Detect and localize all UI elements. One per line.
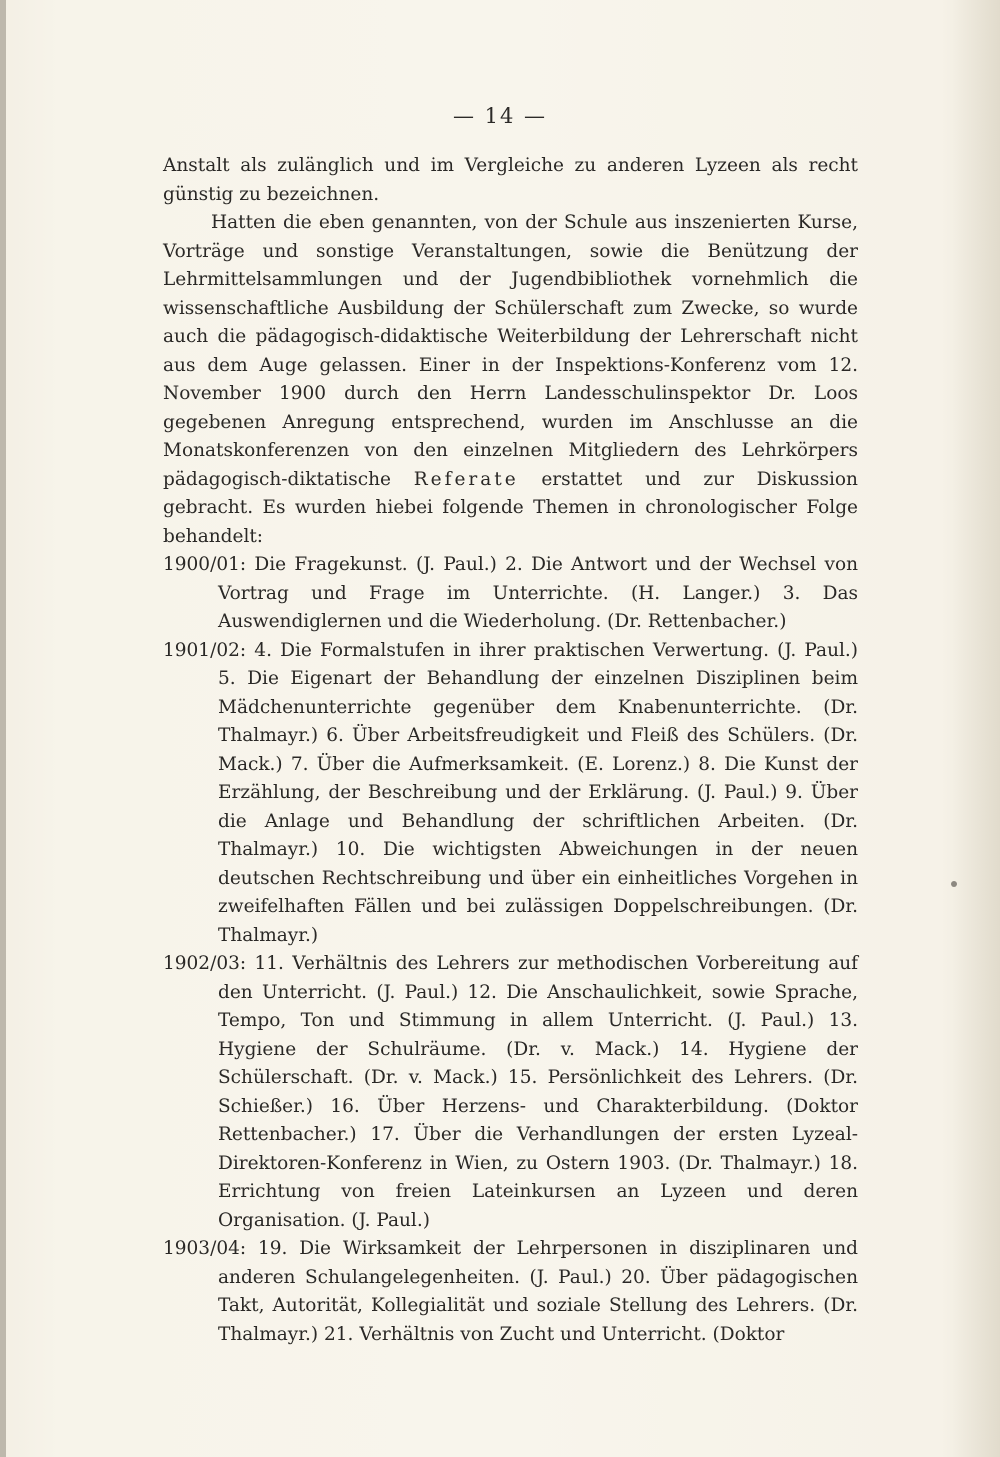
paragraph-lecture-topics-part1: Hatten die eben genannten, von der Schule aus inszenierten Kurse, Vorträge und sonstige Veranstaltungen, sowie die Benützung der Lehrmittelsammlungen und der Jugendbibliothek vornehmlich die wissenschaftliche Ausbildung der Schülerschaft zum Zwecke, so wurde auch die pädagogisch-didaktische Weiterbildung der Lehrerschaft nicht aus dem Auge gelassen. Einer in der Inspektions-Konferenz vom 12. November 1900 durch den Herrn Landesschulinspektor Dr. Loos gegebenen Anregung entsprechend, wurden im Anschlusse an die Monatskonferenzen von den einzelnen Mitgliedern des Lehrkörpers pädagogisch-diktatische: [163, 212, 858, 490]
topic-list-entry: [163, 950, 858, 1235]
page-number: — 14 —: [452, 104, 548, 128]
ink-spot-mark: [951, 881, 957, 887]
page-spine-edge: [0, 0, 6, 1457]
spaced-word-referate: Referate: [413, 468, 519, 490]
paragraph-lecture-topics: [163, 209, 858, 551]
topic-list-entry: [163, 1235, 858, 1349]
body-text: [163, 152, 858, 1349]
school-year-topics: 11. Verhältnis des Lehrers zur methodischen Vorbereitung auf den Unterricht. (J. Paul.) 12. Die Anschaulichkeit, sowie Sprache, Tempo, Ton und Stimmung in allem Unterricht. (J. Paul.) 13. Hygiene der Schulräume. (Dr. v. Mack.) 14. Hygiene der Schülerschaft. (Dr. v. Mack.) 15. Persönlichkeit des Lehrers. (Dr. Schießer.) 16. Über Herzens- und Charakterbildung. (Doktor Rettenbacher.) 17. Über die Verhandlungen der ersten Lyzeal-Direktoren-Konferenz in Wien, zu Ostern 1903. (Dr. Thalmayr.) 18. Errichtung von freien Lateinkursen an Lyzeen und deren Organisation. (J. Paul.): [218, 953, 858, 1231]
paragraph-lecture-topics-part2: erstattet und zur Diskussion gebracht. Es wurden hiebei folgende Themen in chronologischer Folge behandelt:: [163, 468, 858, 547]
school-year-label: 1903/04:: [163, 1238, 247, 1259]
page-right-shadow: [952, 0, 1000, 1457]
paragraph-continuation: Anstalt als zulänglich und im Vergleiche zu anderen Lyzeen als recht günstig zu bezeichnen.: [163, 155, 858, 205]
school-year-topics: 4. Die Formalstufen in ihrer praktischen Verwertung. (J. Paul.) 5. Die Eigenart der Behandlung der einzelnen Disziplinen beim Mädchenunterrichte gegenüber dem Knabenunterrichte. (Dr. Thalmayr.) 6. Über Arbeitsfreudigkeit und Fleiß des Schülers. (Dr. Mack.) 7. Über die Aufmerksamkeit. (E. Lorenz.) 8. Die Kunst der Erzählung, der Beschreibung und der Erklärung. (J. Paul.) 9. Über die Anlage und Behandlung der schriftlichen Arbeiten. (Dr. Thalmayr.) 10. Die wichtigsten Abweichungen in der neuen deutschen Rechtschreibung und über ein einheitliches Vorgehen in zweifelhaften Fällen und bei zulässigen Doppelschreibungen. (Dr. Thalmayr.): [218, 639, 858, 946]
school-year-label: 1900/01:: [163, 554, 247, 575]
school-year-topics: Die Fragekunst. (J. Paul.) 2. Die Antwort und der Wechsel von Vortrag und Frage im Unterrichte. (H. Langer.) 3. Das Auswendiglernen und die Wiederholung. (Dr. Rettenbacher.): [218, 554, 858, 632]
school-year-topics: 19. Die Wirksamkeit der Lehrpersonen in disziplinaren und anderen Schulangelegenheiten. (J. Paul.) 20. Über pädagogischen Takt, Autorität, Kollegialität und soziale Stellung des Lehrers. (Dr. Thalmayr.) 21. Verhältnis von Zucht und Unterricht. (Doktor: [218, 1238, 858, 1345]
topic-list-entry: [163, 637, 858, 951]
school-year-label: 1902/03:: [163, 953, 247, 974]
school-year-label: 1901/02:: [163, 639, 247, 661]
topic-list-entry: [163, 551, 858, 637]
